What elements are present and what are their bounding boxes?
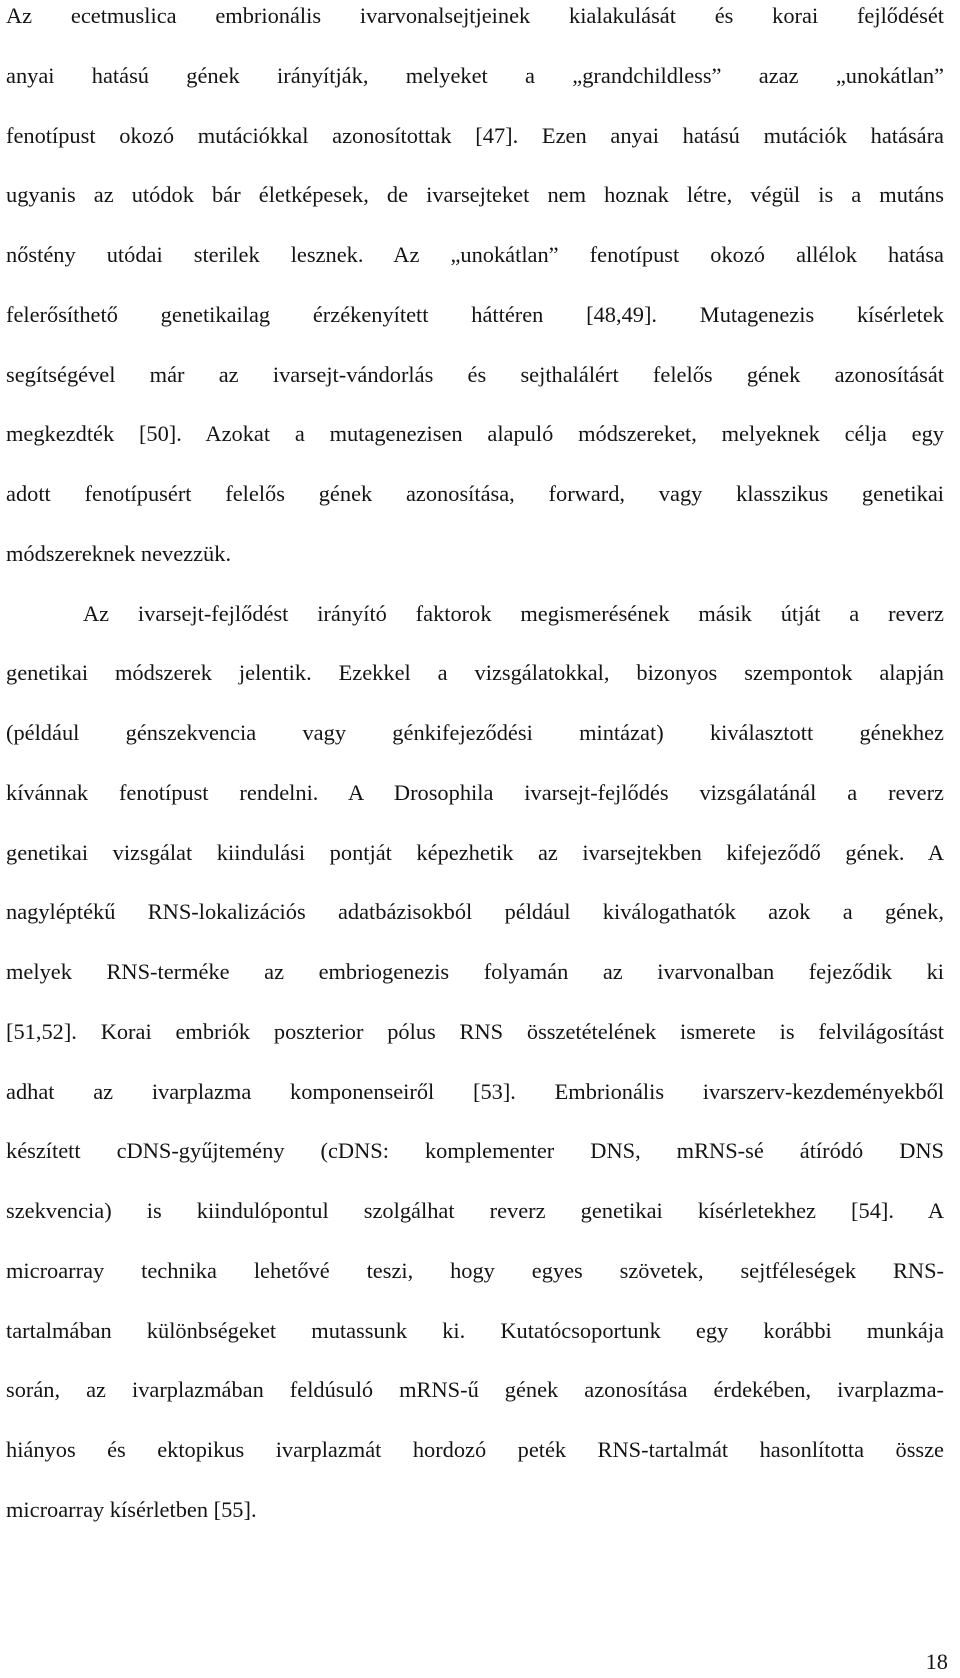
text-line: segítségével már az ivarsejt-vándorlás és sejthalálért felelős gének azonosítását	[6, 362, 944, 387]
text-line: nőstény utódai sterilek lesznek. Az „unokátlan” fenotípust okozó allélok hatása	[6, 242, 944, 267]
text-line: anyai hatású gének irányítják, melyeket a „grandchildless” azaz „unokátlan”	[6, 63, 944, 88]
text-line: szekvencia) is kiindulópontul szolgálhat reverz genetikai kísérletekhez [54]. A	[6, 1198, 944, 1223]
text-line: készített cDNS-gyűjtemény (cDNS: komplementer DNS, mRNS-sé átíródó DNS	[6, 1138, 944, 1163]
text-line: tartalmában különbségeket mutassunk ki. Kutatócsoportunk egy korábbi munkája	[6, 1318, 944, 1343]
text-line: Az ivarsejt-fejlődést irányító faktorok megismerésének másik útját a reverz	[83, 601, 944, 626]
text-line: [51,52]. Korai embriók poszterior pólus RNS összetételének ismerete is felvilágosítást	[6, 1019, 944, 1044]
text-line: megkezdték [50]. Azokat a mutagenezisen alapuló módszereket, melyeknek célja egy	[6, 421, 944, 446]
text-line: (például génszekvencia vagy génkifejeződési mintázat) kiválasztott génekhez	[6, 720, 944, 745]
text-line: hiányos és ektopikus ivarplazmát hordozó peték RNS-tartalmát hasonlította össze	[6, 1437, 944, 1462]
text-line: nagyléptékű RNS-lokalizációs adatbázisokból például kiválogathatók azok a gének,	[6, 899, 944, 924]
text-line: microarray technika lehetővé teszi, hogy egyes szövetek, sejtféleségek RNS-	[6, 1258, 944, 1283]
text-line: módszereknek nevezzük.	[6, 541, 232, 566]
text-line: fenotípust okozó mutációkkal azonosítottak [47]. Ezen anyai hatású mutációk hatására	[6, 123, 944, 148]
text-line: adhat az ivarplazma komponenseiről [53]. Embrionális ivarszerv-kezdeményekből	[6, 1079, 944, 1104]
page-number: 18	[925, 1649, 948, 1674]
text-line: adott fenotípusért felelős gének azonosítása, forward, vagy klasszikus genetikai	[6, 481, 944, 506]
text-line: microarray kísérletben [55].	[6, 1497, 257, 1522]
text-line: genetikai módszerek jelentik. Ezekkel a vizsgálatokkal, bizonyos szempontok alapján	[6, 660, 944, 685]
text-line: során, az ivarplazmában feldúsuló mRNS-ű gének azonosítása érdekében, ivarplazma-	[6, 1377, 944, 1402]
text-line: genetikai vizsgálat kiindulási pontját képezhetik az ivarsejtekben kifejeződő gének. A	[6, 840, 944, 865]
text-line: felerősíthető genetikailag érzékenyített háttéren [48,49]. Mutagenezis kísérletek	[6, 302, 944, 327]
text-line: Az ecetmuslica embrionális ivarvonalsejtjeinek kialakulását és korai fejlődését	[6, 3, 944, 28]
text-line: kívánnak fenotípust rendelni. A Drosophila ivarsejt-fejlődés vizsgálatánál a reverz	[6, 780, 944, 805]
text-line: ugyanis az utódok bár életképesek, de ivarsejteket nem hoznak létre, végül is a mutáns	[6, 182, 944, 207]
text-line: melyek RNS-terméke az embriogenezis folyamán az ivarvonalban fejeződik ki	[6, 959, 944, 984]
